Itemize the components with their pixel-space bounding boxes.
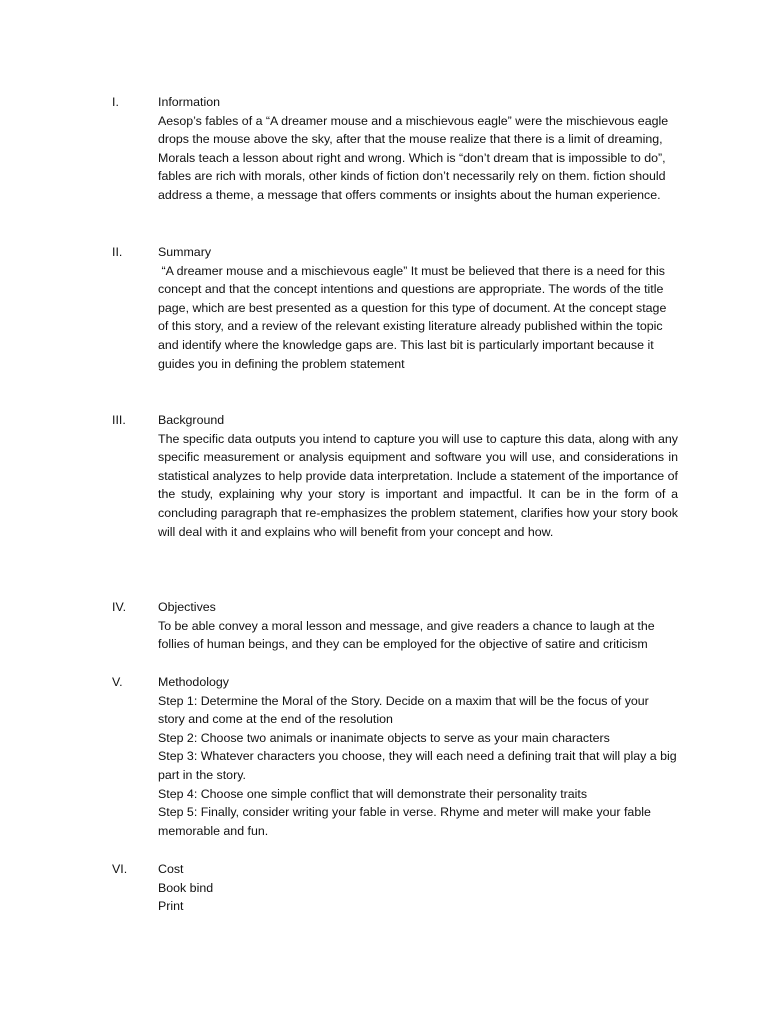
section-content <box>158 411 678 541</box>
section-content <box>158 93 678 205</box>
methodology-step: Step 3: Whatever characters you choose, they will each need a defining trait that will play a big part in the story. <box>158 749 677 782</box>
section-heading: Background <box>158 413 225 427</box>
section-heading: Objectives <box>158 600 216 614</box>
section-heading: Methodology <box>158 675 229 689</box>
section-content <box>158 860 678 916</box>
methodology-step: Step 4: Choose one simple conflict that will demonstrate their personality traits <box>158 786 588 801</box>
section-numeral: VI. <box>112 862 128 876</box>
section-paragraph: “A dreamer mouse and a mischievous eagle” It must be believed that there is a need for this concept and that the concept intentions and questions are appropriate. The words of the title page, which are best presented as a question for this type of document. At the concept stage of this story, and a review of the relevant existing literature already published within the topic and identify where the knowledge gaps are. This last bit is particularly important because it guides you in defining the problem statement <box>158 263 670 371</box>
section-numeral: I. <box>112 95 119 109</box>
section-background <box>112 411 678 541</box>
methodology-step: Step 5: Finally, consider writing your fable in verse. Rhyme and meter will make your fable memorable and fun. <box>158 805 651 838</box>
section-heading: Information <box>158 95 220 109</box>
section-cost <box>112 860 678 916</box>
section-content <box>158 598 678 654</box>
section-content <box>158 243 678 373</box>
methodology-steps <box>158 692 678 841</box>
section-numeral: IV. <box>112 600 127 614</box>
section-numeral: II. <box>112 245 123 259</box>
methodology-step: Step 1: Determine the Moral of the Story. Decide on a maxim that will be the focus of your story and come at the end of the resolution <box>158 693 649 727</box>
section-heading: Cost <box>158 862 184 876</box>
section-information <box>112 93 678 205</box>
section-heading: Summary <box>158 245 212 259</box>
section-methodology <box>112 673 678 840</box>
section-paragraph: Aesop’s fables of a “A dreamer mouse and a mischievous eagle” were the mischievous eagle drops the mouse above the sky, after that the mouse realize that there is a limit of dreaming, Morals teach a lesson about right and wrong. Which is “don’t dream that is impossible to do”, fables are rich with morals, other kinds of fiction don’t necessarily rely on them. fiction should address a theme, a message that offers comments or insights about the human experience. <box>158 113 669 202</box>
section-objectives <box>112 598 678 654</box>
cost-item: Print <box>158 899 184 914</box>
section-content <box>158 673 678 840</box>
section-paragraph: The specific data outputs you intend to capture you will use to capture this data, along with any specific measurement or analysis equipment and software you will use, and considerations in statistical analyzes to help provide data interpretation. Include a statement of the importance of the study, explaining why your story is important and impactful. It can be in the form of a concluding paragraph that re-emphasizes the problem statement, clarifies how your story book will deal with it and explains who will benefit from your concept and how. <box>158 431 678 539</box>
methodology-step: Step 2: Choose two animals or inanimate objects to serve as your main characters <box>158 730 610 745</box>
section-numeral: V. <box>112 675 123 689</box>
section-numeral: III. <box>112 413 126 427</box>
section-paragraph: To be able convey a moral lesson and message, and give readers a chance to laugh at the follies of human beings, and they can be employed for the objective of satire and criticism <box>158 618 655 652</box>
section-summary <box>112 243 678 373</box>
cost-item: Book bind <box>158 880 214 895</box>
